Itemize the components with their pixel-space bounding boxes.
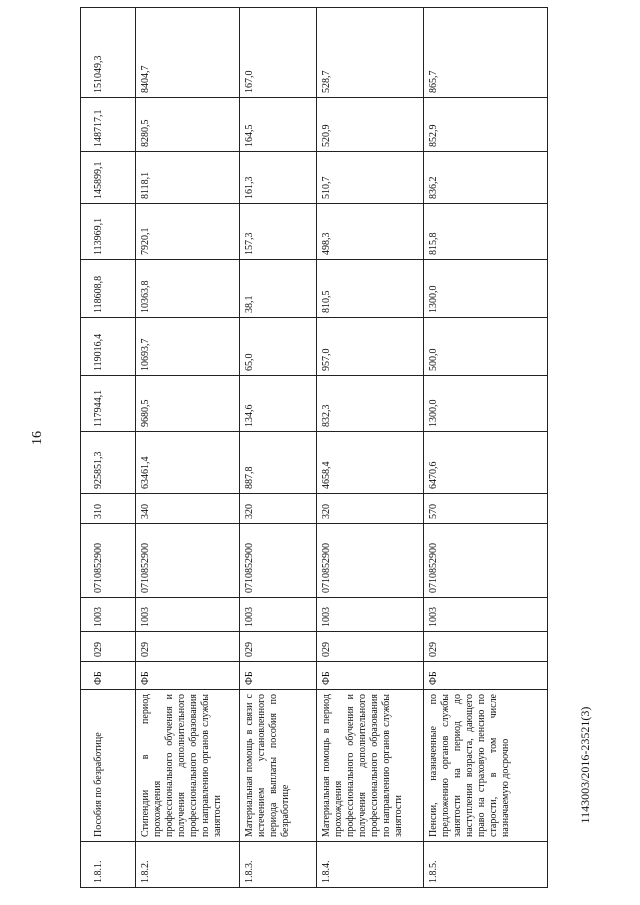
cell-name: Материальная помощь в связи с истечением установленного периода выплаты пособия по безработице — [240, 690, 317, 842]
cell-code: 1.8.1. — [81, 842, 136, 888]
cell-v4: 118608,8 — [81, 260, 136, 318]
cell-v7: 8280,5 — [136, 98, 240, 152]
cell-v5: 815,8 — [424, 204, 548, 260]
document-code: 1143003/2016-23521(3) — [578, 706, 592, 824]
cell-v8: 865,7 — [424, 8, 548, 98]
cell-v6: 161,3 — [240, 152, 317, 204]
table-row — [424, 8, 548, 888]
cell-v5: 157,3 — [240, 204, 317, 260]
cell-target: 0710852900 — [317, 524, 424, 598]
cell-name: Пособия по безработице — [81, 690, 136, 842]
cell-v8: 8404,7 — [136, 8, 240, 98]
page-number: 16 — [30, 431, 45, 445]
cell-v6: 8118,1 — [136, 152, 240, 204]
cell-v8: 151049,3 — [81, 8, 136, 98]
cell-code: 1.8.5. — [424, 842, 548, 888]
cell-v1: 925851,3 — [81, 432, 136, 494]
table-row — [317, 8, 424, 888]
cell-vr: 320 — [317, 494, 424, 524]
cell-ministry: 029 — [317, 632, 424, 662]
cell-v1: 63461,4 — [136, 432, 240, 494]
cell-v7: 148717,1 — [81, 98, 136, 152]
cell-v8: 167,0 — [240, 8, 317, 98]
cell-name: Материальная помощь в период прохождения профессионального обучения и получения дополнительного профессионального образования по направлению органов службы занятости — [317, 690, 424, 842]
cell-v3: 119016,4 — [81, 318, 136, 376]
budget-table — [80, 7, 548, 888]
cell-ministry: 029 — [136, 632, 240, 662]
cell-v3: 500,0 — [424, 318, 548, 376]
cell-v2: 134,6 — [240, 376, 317, 432]
table-row — [240, 8, 317, 888]
cell-src: ФБ — [136, 662, 240, 690]
budget-table-rotated — [80, 8, 600, 888]
cell-v7: 852,9 — [424, 98, 548, 152]
cell-src: ФБ — [424, 662, 548, 690]
cell-v7: 164,5 — [240, 98, 317, 152]
cell-name: Пенсии, назначенные по предложению органов службы занятости на период до наступления возраста, дающего право на страховую пенсию по старости, в том числе назначаемую досрочно — [424, 690, 548, 842]
cell-src: ФБ — [240, 662, 317, 690]
cell-vr: 320 — [240, 494, 317, 524]
cell-v4: 38,1 — [240, 260, 317, 318]
cell-section: 1003 — [136, 598, 240, 632]
cell-vr: 310 — [81, 494, 136, 524]
cell-target: 0710852900 — [424, 524, 548, 598]
cell-v3: 957,0 — [317, 318, 424, 376]
table-row — [136, 8, 240, 888]
cell-code: 1.8.2. — [136, 842, 240, 888]
cell-v1: 6470,6 — [424, 432, 548, 494]
cell-code: 1.8.3. — [240, 842, 317, 888]
cell-v2: 1300,0 — [424, 376, 548, 432]
cell-v5: 113969,1 — [81, 204, 136, 260]
cell-section: 1003 — [424, 598, 548, 632]
cell-v7: 520,9 — [317, 98, 424, 152]
cell-vr: 570 — [424, 494, 548, 524]
cell-v3: 65,0 — [240, 318, 317, 376]
cell-v5: 7920,1 — [136, 204, 240, 260]
cell-ministry: 029 — [81, 632, 136, 662]
cell-v4: 1300,0 — [424, 260, 548, 318]
cell-v1: 4658,4 — [317, 432, 424, 494]
cell-v6: 836,2 — [424, 152, 548, 204]
cell-vr: 340 — [136, 494, 240, 524]
cell-v6: 145899,1 — [81, 152, 136, 204]
cell-v8: 528,7 — [317, 8, 424, 98]
cell-v5: 498,3 — [317, 204, 424, 260]
cell-src: ФБ — [81, 662, 136, 690]
cell-target: 0710852900 — [81, 524, 136, 598]
cell-v4: 10363,8 — [136, 260, 240, 318]
cell-section: 1003 — [240, 598, 317, 632]
cell-v4: 810,5 — [317, 260, 424, 318]
cell-src: ФБ — [317, 662, 424, 690]
cell-section: 1003 — [317, 598, 424, 632]
cell-v2: 9680,5 — [136, 376, 240, 432]
table-row — [81, 8, 136, 888]
cell-ministry: 029 — [424, 632, 548, 662]
cell-v3: 10693,7 — [136, 318, 240, 376]
cell-target: 0710852900 — [240, 524, 317, 598]
cell-section: 1003 — [81, 598, 136, 632]
cell-v2: 117944,1 — [81, 376, 136, 432]
cell-code: 1.8.4. — [317, 842, 424, 888]
cell-v1: 887,8 — [240, 432, 317, 494]
cell-target: 0710852900 — [136, 524, 240, 598]
cell-ministry: 029 — [240, 632, 317, 662]
cell-name: Стипендии в период прохождения профессионального обучения и получения дополнительного профессионального образования по направлению органов службы занятости — [136, 690, 240, 842]
cell-v6: 510,7 — [317, 152, 424, 204]
cell-v2: 832,3 — [317, 376, 424, 432]
